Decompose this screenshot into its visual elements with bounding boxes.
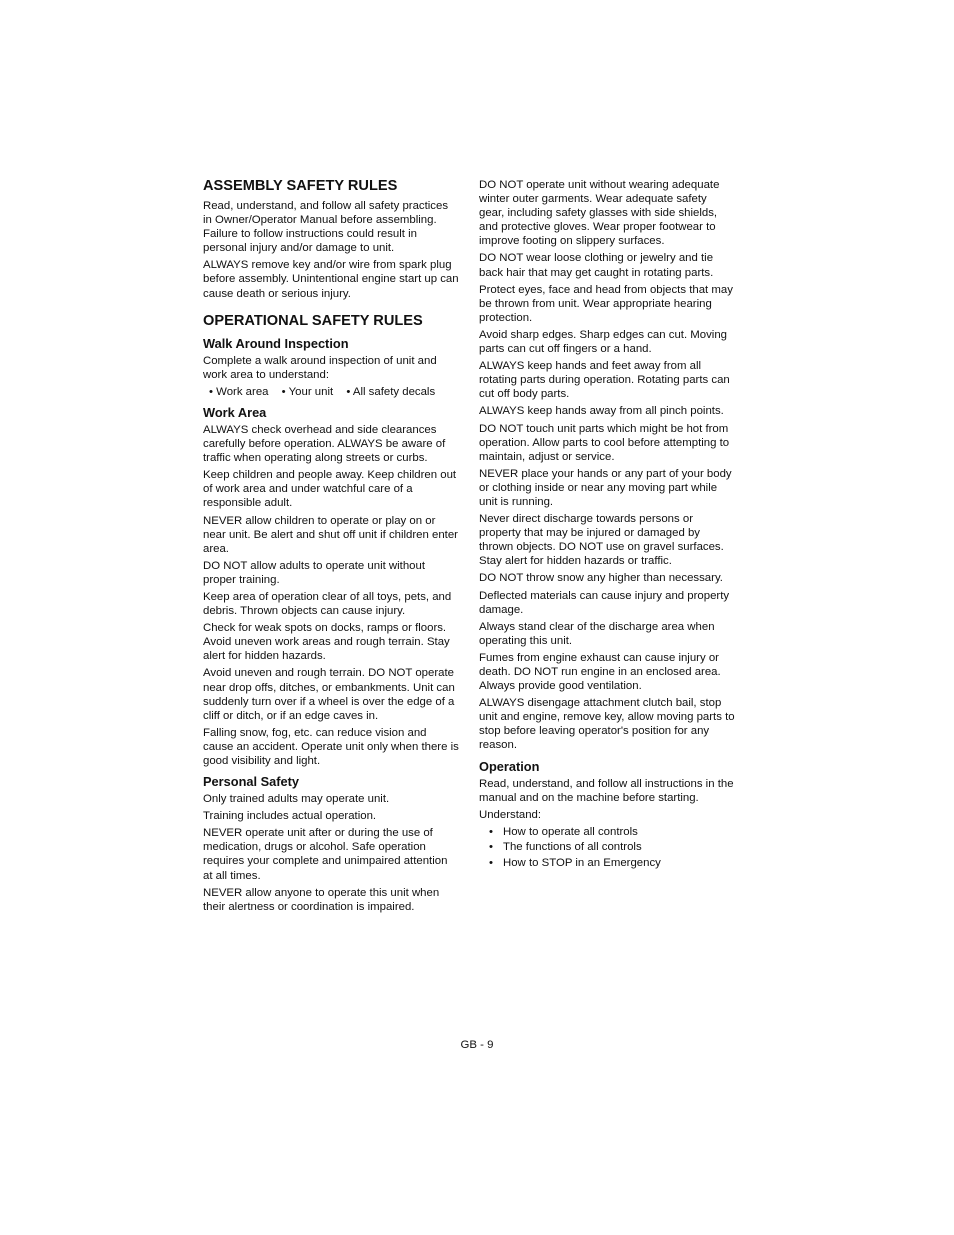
- bullet-work-area: • Work area: [209, 385, 269, 398]
- operation-para-2: Understand:: [479, 808, 542, 821]
- assembly-para-1: Read, understand, and follow all safety practices in Owner/Operator Manual before assembling. Failure to follow instructions could result in personal injury and/or damage to unit.: [203, 200, 449, 255]
- operation-bullet-1: How to operate all controls: [503, 825, 638, 838]
- work-area-para-1: ALWAYS check overhead and side clearances carefully before operation. ALWAYS be aware of traffic when operating along streets or curbs.: [203, 423, 446, 465]
- right-para-3: Protect eyes, face and head from objects that may be thrown from unit. Wear appropriate hearing protection.: [479, 283, 733, 324]
- list-item: [479, 825, 735, 841]
- right-para-9: Never direct discharge towards persons or property that may be injured or damaged by thrown objects. DO NOT use on gravel surfaces. Stay alert for hidden hazards or traffic.: [479, 513, 724, 568]
- page-number: GB - 9: [460, 1039, 494, 1051]
- walk-around-para: Complete a walk around inspection of unit and work area to understand:: [203, 354, 437, 381]
- bullet-safety-decals: • All safety decals: [346, 385, 436, 398]
- personal-para-1: Only trained adults may operate unit.: [203, 793, 390, 806]
- work-area-para-5: Keep area of operation clear of all toys, pets, and debris. Thrown objects can cause injury.: [203, 590, 452, 618]
- work-area-para-7: Avoid uneven and rough terrain. DO NOT operate near drop offs, ditches, or embankments. Unit can suddenly turn over if a wheel is over the edge of a cliff or ditch, or if an edge caves in.: [203, 667, 455, 722]
- bullet-your-unit: • Your unit: [281, 385, 334, 398]
- right-para-2: DO NOT wear loose clothing or jewelry and tie back hair that may get caught in rotating parts.: [479, 252, 714, 279]
- right-para-14: ALWAYS disengage attachment clutch bail, stop unit and engine, remove key, allow moving parts to stop before leaving operator's position for any reason.: [479, 697, 735, 752]
- right-para-12: Always stand clear of the discharge area when operating this unit.: [479, 620, 715, 647]
- right-para-6: ALWAYS keep hands away from all pinch points.: [479, 405, 724, 418]
- right-column: [479, 178, 735, 872]
- right-para-5: ALWAYS keep hands and feet away from all rotating parts during operation. Rotating parts can cut off body parts.: [479, 360, 730, 401]
- bullet-glyph: •: [489, 857, 493, 870]
- personal-para-3: NEVER operate unit after or during the use of medication, drugs or alcohol. Safe operation requires your complete and unimpaired attention at all times.: [203, 827, 448, 882]
- work-area-para-8: Falling snow, fog, etc. can reduce vision and cause an accident. Operate unit only when there is good visibility and light.: [203, 726, 459, 767]
- work-area-para-3: NEVER allow children to operate or play on or near unit. Be alert and shut off unit if children enter area.: [203, 514, 458, 555]
- walk-around-title: Walk Around Inspection: [203, 335, 349, 351]
- operation-bullet-2: The functions of all controls: [503, 841, 642, 854]
- right-para-10: DO NOT throw snow any higher than necessary.: [479, 572, 723, 585]
- list-item: [479, 840, 735, 856]
- personal-safety-title: Personal Safety: [203, 774, 300, 790]
- operation-para-1: Read, understand, and follow all instructions in the manual and on the machine before starting.: [479, 777, 734, 804]
- operational-safety-title: OPERATIONAL SAFETY RULES: [203, 312, 423, 329]
- work-area-title: Work Area: [203, 404, 267, 420]
- bullet-glyph: •: [489, 841, 493, 854]
- right-para-1: DO NOT operate unit without wearing adequate winter outer garments. Wear adequate safety gear, including safety glasses with side shields, and protective gloves. Wear proper footwear to improve footing on slippery surfaces.: [479, 179, 720, 248]
- personal-para-4: NEVER allow anyone to operate this unit when their alertness or coordination is impaired.: [203, 886, 440, 913]
- list-item: [479, 856, 735, 872]
- walk-around-bullets: [209, 385, 459, 399]
- operation-title: Operation: [479, 758, 540, 774]
- right-para-7: DO NOT touch unit parts which might be hot from operation. Allow parts to cool before attempting to maintain, adjust or service.: [479, 422, 730, 463]
- left-column: [203, 178, 459, 917]
- operation-bullets: [479, 825, 735, 872]
- right-para-11: Deflected materials can cause injury and property damage.: [479, 589, 730, 616]
- work-area-para-4: DO NOT allow adults to operate unit without proper training.: [203, 559, 426, 586]
- right-para-4: Avoid sharp edges. Sharp edges can cut. Moving parts can cut off fingers or a hand.: [479, 328, 728, 356]
- right-para-8: NEVER place your hands or any part of your body or clothing inside or near any moving part while unit is running.: [479, 467, 732, 508]
- operation-bullet-3: How to STOP in an Emergency: [503, 857, 661, 870]
- personal-para-2: Training includes actual operation.: [203, 810, 377, 823]
- bullet-glyph: •: [489, 825, 493, 838]
- right-para-13: Fumes from engine exhaust can cause injury or death. DO NOT run engine in an enclosed area. Always provide good ventilation.: [479, 651, 721, 693]
- assembly-para-2: ALWAYS remove key and/or wire from spark plug before assembly. Unintentional engine start up can cause death or serious injury.: [203, 259, 459, 300]
- work-area-para-6: Check for weak spots on docks, ramps or floors. Avoid uneven work areas and rough terrain. Stay alert for hidden hazards.: [203, 622, 450, 663]
- work-area-para-2: Keep children and people away. Keep children out of work area and under watchful care of a responsible adult.: [203, 469, 457, 510]
- assembly-safety-title: ASSEMBLY SAFETY RULES: [203, 178, 398, 194]
